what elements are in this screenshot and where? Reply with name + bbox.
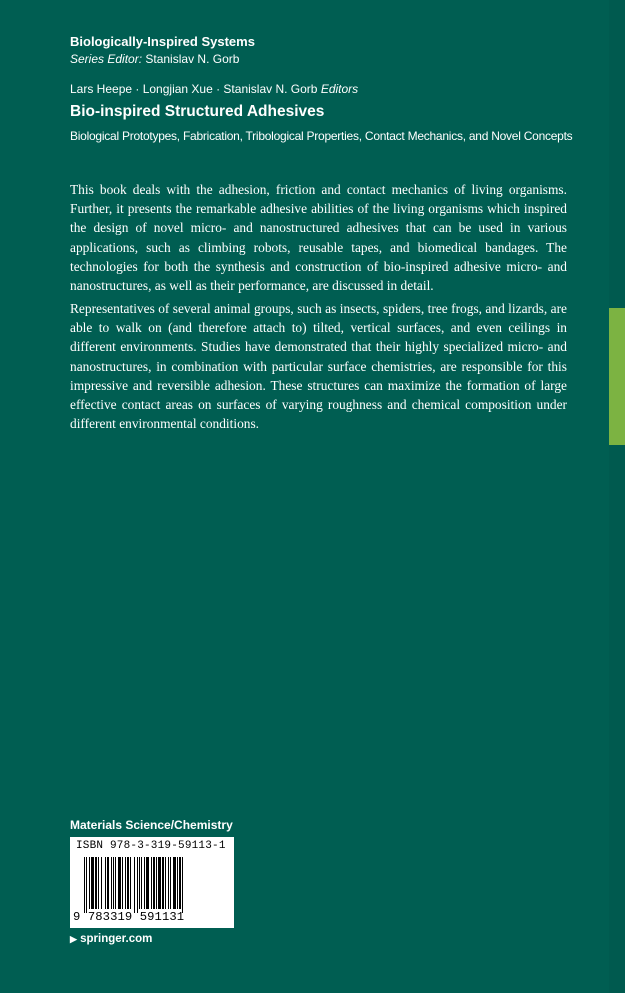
barcode-bar bbox=[177, 857, 178, 909]
barcode-bar bbox=[98, 857, 99, 909]
arrow-right-icon: ▶ bbox=[70, 934, 77, 944]
publisher-link[interactable] bbox=[70, 933, 152, 945]
barcode-bar bbox=[139, 857, 140, 909]
barcode-bar bbox=[89, 857, 90, 909]
series-editor bbox=[70, 52, 239, 66]
barcode-bar bbox=[170, 857, 171, 909]
barcode-bar bbox=[118, 857, 121, 909]
subject-category: Materials Science/Chemistry bbox=[70, 818, 233, 832]
barcode-bar bbox=[137, 857, 138, 913]
barcode-bar bbox=[101, 857, 102, 909]
barcode-bar bbox=[86, 857, 87, 913]
book-title: Bio-inspired Structured Adhesives bbox=[70, 103, 325, 120]
series-editor-label: Series Editor: bbox=[70, 52, 143, 66]
isbn-barcode bbox=[70, 837, 234, 928]
barcode-bar bbox=[141, 857, 142, 909]
barcode-bar bbox=[127, 857, 129, 909]
barcode-bar bbox=[162, 857, 164, 909]
barcode-bar bbox=[165, 857, 166, 909]
barcode-bar bbox=[153, 857, 155, 909]
barcode-bar bbox=[113, 857, 114, 909]
barcode-bar bbox=[95, 857, 97, 909]
series-title: Biologically-Inspired Systems bbox=[70, 34, 255, 49]
book-editors bbox=[70, 82, 358, 96]
barcode-bar bbox=[151, 857, 152, 909]
barcode-bar bbox=[105, 857, 106, 909]
blurb-paragraph-2: Representatives of several animal groups, such as insects, spiders, tree frogs, and lizards, are able to walk on (and therefore attach to) tilted, vertical surfaces, and even ceilings in different environments. Studies have demonstrated that their highly specialized micro- and nanostructures, in combination with particular surface chemistries, are responsible for this impressive and reversible adhesion. These structures can maximize the formation of large effective contact areas on surfaces of varying roughness and chemical composition under different environmental conditions. bbox=[70, 301, 567, 432]
barcode-bar bbox=[111, 857, 112, 909]
barcode-bar bbox=[107, 857, 109, 909]
color-tab-marker bbox=[609, 308, 625, 445]
spine-edge bbox=[609, 0, 625, 993]
barcode-bar bbox=[91, 857, 94, 909]
barcode-bar bbox=[144, 857, 145, 909]
editors-names: Lars Heepe · Longjian Xue · Stanislav N. Gorb bbox=[70, 82, 318, 96]
barcode-bar bbox=[115, 857, 116, 909]
barcode-bar bbox=[168, 857, 169, 909]
barcode-bar bbox=[179, 857, 181, 909]
ean-digits: 9 783319 591131 bbox=[73, 910, 185, 924]
isbn-label: ISBN 978-3-319-59113-1 bbox=[76, 840, 226, 852]
publisher-url: springer.com bbox=[80, 933, 153, 945]
barcode-bar bbox=[182, 857, 183, 913]
book-subtitle: Biological Prototypes, Fabrication, Tribological Properties, Contact Mechanics, and Novel Concepts bbox=[70, 129, 573, 143]
barcode-bar bbox=[130, 857, 131, 909]
barcode-bar bbox=[158, 857, 161, 909]
barcode-bar bbox=[173, 857, 176, 909]
series-editor-name: Stanislav N. Gorb bbox=[145, 52, 240, 66]
barcode-bar bbox=[134, 857, 135, 913]
barcode-bar bbox=[122, 857, 123, 909]
barcode-bar bbox=[146, 857, 149, 909]
blurb-paragraph-1: This book deals with the adhesion, friction and contact mechanics of living organisms. Further, it presents the remarkable adhesive abilities of the living organisms which inspired the design of novel micro- and nanostructured adhesives that can be used in various applications, such as climbing robots, reusable tapes, and biomedical bandages. The technologies for both the synthesis and construction of bio-inspired adhesive micro- and nanostructures, as well as their performance, are discussed in detail. bbox=[70, 182, 567, 294]
barcode-bar bbox=[156, 857, 157, 909]
barcode-bar bbox=[84, 857, 85, 913]
barcode-bar bbox=[125, 857, 126, 909]
editors-label: Editors bbox=[320, 82, 359, 96]
